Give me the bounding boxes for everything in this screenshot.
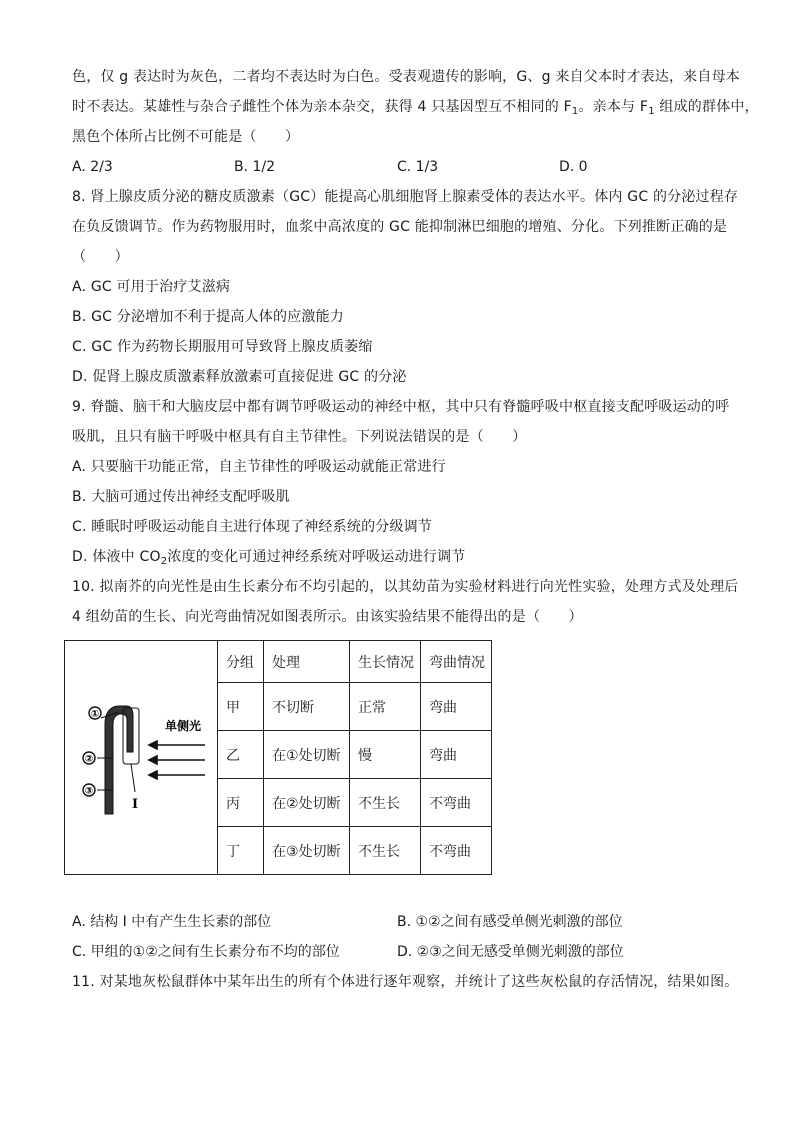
q9-option-a: A. 只要脑干功能正常，自主节律性的呼吸运动就能正常进行	[72, 459, 446, 475]
q8-line-2: 在负反馈调节。作为药物服用时，血浆中高浓度的 GC 能抑制淋巴细胞的增殖、分化。下列推断正确的是	[72, 219, 728, 235]
q8-option-b: B. GC 分泌增加不利于提高人体的应激能力	[72, 309, 344, 325]
q10-row4-bending: 不弯曲	[421, 827, 492, 875]
q10-option-b: B. ①②之间有感受单侧光刺激的部位	[397, 914, 623, 930]
q7-option-c: C. 1/3	[397, 159, 439, 175]
mark-3-label: ③	[84, 785, 94, 797]
q10-line-1: 10. 拟南芥的向光性是由生长素分布不均引起的，以其幼苗为实验材料进行向光性实验，处理方式及处理后	[72, 579, 739, 595]
q9-co2-sub: 2	[160, 556, 168, 567]
q9-line-1: 9. 脊髓、脑干和大脑皮层中都有调节呼吸运动的神经中枢，其中只有脊髓呼吸中枢直接支配呼吸运动的呼	[72, 399, 730, 415]
q8-option-d: D. 促肾上腺皮质激素释放激素可直接促进 GC 的分泌	[72, 369, 407, 385]
q9-option-c: C. 睡眠时呼吸运动能自主进行体现了神经系统的分级调节	[72, 519, 433, 535]
exam-page	[72, 62, 759, 997]
q10-th-treatment: 处理	[263, 641, 349, 683]
q10-th-bending: 弯曲情况	[421, 641, 492, 683]
q7-option-a: A. 2/3	[72, 159, 113, 175]
q7-line-3: 黑色个体所占比例不可能是（ ）	[72, 129, 300, 145]
q10-row2-treatment: 在①处切断	[263, 731, 349, 779]
q7-line-2-tail: 。亲本与 F	[578, 99, 649, 115]
q7-f1-sub: 1	[571, 106, 579, 117]
q10-row4-group: 丁	[218, 827, 264, 875]
q10-row3-treatment: 在②处切断	[263, 779, 349, 827]
q10-table-header-row	[65, 641, 492, 683]
q7-line-2-end: 组成的群体中，	[654, 99, 759, 115]
q10-row2-group: 乙	[218, 731, 264, 779]
q10-option-c: C. 甲组的①②之间有生长素分布不均的部位	[72, 944, 340, 960]
q10-option-a: A. 结构 I 中有产生生长素的部位	[72, 914, 272, 930]
q10-row3-bending: 不弯曲	[421, 779, 492, 827]
mark-2-label: ②	[84, 753, 94, 765]
q7-line-1: 色，仅 g 表达时为灰色，二者均不表达时为白色。受表观遗传的影响，G、g 来自父本时才表达，来自母本	[72, 69, 740, 85]
q7-line-2	[72, 92, 759, 122]
structure-i-label: I	[131, 796, 139, 812]
q7-f1-sub-2: 1	[648, 106, 655, 117]
q9-option-d-pre: D. 体液中 CO	[72, 549, 161, 565]
q7-option-b: B. 1/2	[234, 159, 276, 175]
q8-option-a: A. GC 可用于治疗艾滋病	[72, 279, 231, 295]
q10-options-row-1	[72, 907, 732, 937]
q10-th-group: 分组	[218, 641, 264, 683]
mark-1-label: ①	[90, 708, 100, 720]
q10-row3-growth: 不生长	[350, 779, 421, 827]
q8-option-c: C. GC 作为药物长期服用可导致肾上腺皮质萎缩	[72, 339, 373, 355]
q10-row2-bending: 弯曲	[421, 731, 492, 779]
q7-option-d: D. 0	[559, 159, 588, 175]
structure-i-pointer-icon	[131, 764, 135, 792]
q10-options-row-2	[72, 937, 732, 967]
q10-row1-treatment: 不切断	[263, 683, 349, 731]
q10-seedling-diagram	[65, 642, 217, 874]
q10-row1-group: 甲	[218, 683, 264, 731]
q10-seedling-diagram-cell	[65, 641, 218, 875]
q9-option-d-post: 浓度的变化可通过神经系统对呼吸运动进行调节	[167, 549, 466, 565]
q10-row2-growth: 慢	[350, 731, 421, 779]
q9-option-b: B. 大脑可通过传出神经支配呼吸肌	[72, 489, 290, 505]
q8-line-1: 8. 肾上腺皮质分泌的糖皮质激素（GC）能提高心肌细胞肾上腺素受体的表达水平。体内 GC 的分泌过程存	[72, 189, 739, 205]
q10-row1-bending: 弯曲	[421, 683, 492, 731]
q10-option-d: D. ②③之间无感受单侧光刺激的部位	[397, 944, 624, 960]
q10-row4-treatment: 在③处切断	[263, 827, 349, 875]
q10-row4-growth: 不生长	[350, 827, 421, 875]
q10-th-growth: 生长情况	[350, 641, 421, 683]
light-arrows-icon	[149, 741, 205, 779]
q10-row3-group: 丙	[218, 779, 264, 827]
q9-line-2: 吸肌，且只有脑干呼吸中枢具有自主节律性。下列说法错误的是（ ）	[72, 429, 527, 445]
light-label: 单侧光	[164, 718, 202, 733]
q11-line-1: 11. 对某地灰松鼠群体中某年出生的所有个体进行逐年观察，并统计了这些灰松鼠的存活情况，结果如图。	[72, 974, 739, 990]
q10-figure-table	[64, 640, 492, 875]
seedling-stem-icon	[105, 706, 133, 814]
q8-line-3: （ ）	[72, 249, 129, 265]
q10-row1-growth: 正常	[350, 683, 421, 731]
q9-option-d	[72, 542, 732, 572]
q7-line-2-text: 时不表达。某雄性与杂合子雌性个体为亲本杂交，获得 4 只基因型互不相同的 F	[72, 99, 572, 115]
q10-line-2: 4 组幼苗的生长、向光弯曲情况如图表所示。由该实验结果不能得出的是（ ）	[72, 609, 583, 625]
q7-options	[72, 152, 732, 182]
